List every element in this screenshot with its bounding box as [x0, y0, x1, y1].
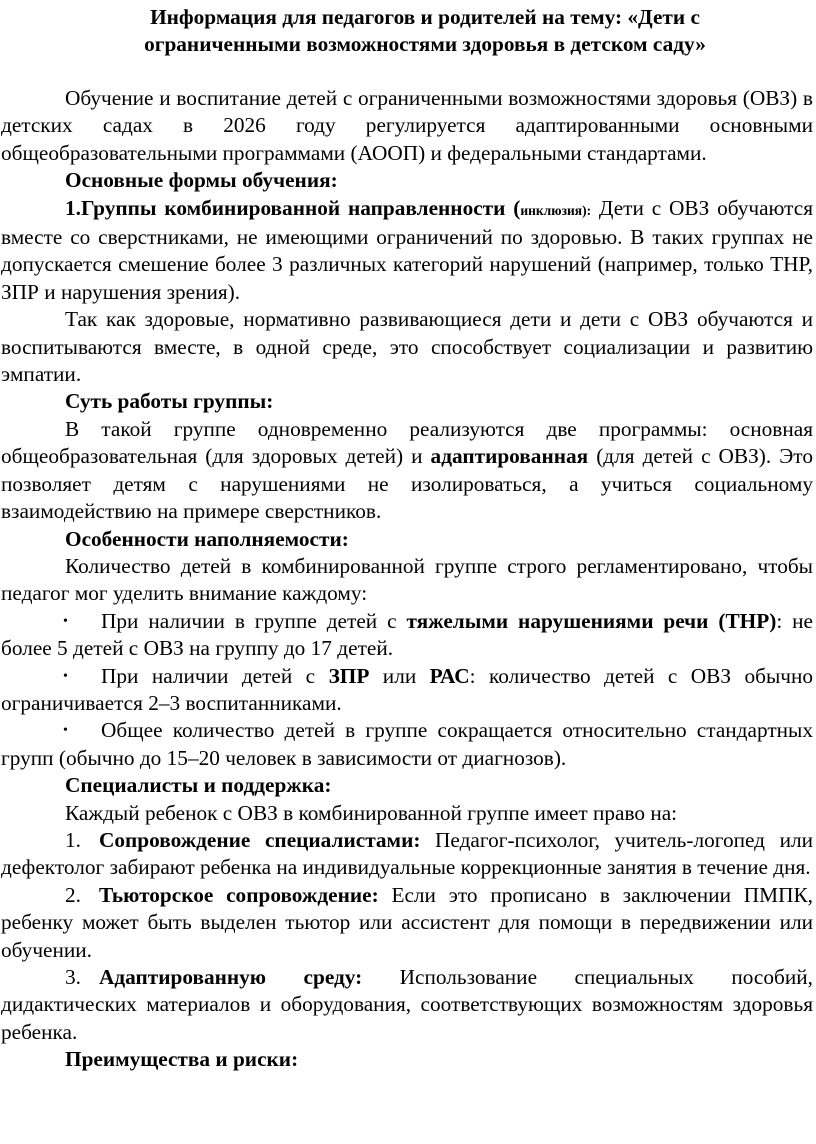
bullet-2-bold: ЗПР: [328, 663, 370, 688]
numbered-item-2: [0, 882, 816, 964]
group1-lead: 1.Группы комбинированной направленности (: [65, 195, 521, 220]
essence-paragraph: [0, 416, 816, 526]
bullet-2-mid: или: [369, 663, 430, 688]
group1-paragraph: [0, 195, 816, 307]
specialists-heading: Специалисты и поддержка:: [65, 773, 332, 798]
title-line-2: ограниченными возможностями здоровья в детском саду»: [144, 32, 706, 56]
bullet-2-bold2: РАС: [429, 663, 470, 688]
bullet-1-before: При наличии в группе детей с: [101, 608, 407, 633]
numbered-item-3-num: 3.: [65, 965, 81, 989]
title-line-1: Информация для педагогов и родителей на тему: «Дети с: [150, 5, 700, 29]
group1-text: Дети с ОВЗ обучаются вместе со сверстниками, не имеющими ограничений по здоровью. В таких группах не допускается смешение более 3 различных категорий нарушений (например, только ТНР, ЗПР и нарушения зрения).: [1, 195, 813, 304]
list-item: [0, 717, 816, 772]
occupancy-heading: Особенности наполняемости:: [65, 526, 349, 551]
essence-after: (для детей с ОВЗ). Это позволяет детям с нарушениями не изолироваться, а учиться социальному взаимодействию на примере сверстников.: [1, 444, 813, 524]
forms-heading: Основные формы обучения:: [65, 168, 338, 193]
bullet-icon: •: [63, 613, 68, 629]
occupancy-intro: Количество детей в комбинированной группе строго регламентировано, чтобы педагог мог уделить внимание каждому:: [1, 553, 813, 606]
numbered-item-1: [0, 827, 816, 882]
numbered-item-3-text: Использование специальных пособий, дидактических материалов и оборудования, соответствующих возможностям здоровья ребенка.: [1, 965, 813, 1044]
numbered-item-1-text: Педагог-психолог, учитель-логопед или дефектолог забирают ребенка на индивидуальные коррекционные занятия в течение дня.: [1, 827, 814, 880]
numbered-item-2-bold: Тьюторское сопровождение:: [98, 882, 379, 907]
bullet-1-after: : не более 5 детей с ОВЗ на группу до 17 детей.: [1, 608, 813, 661]
bullet-2-after: : количество детей с ОВЗ обычно ограничивается 2–3 воспитанниками.: [1, 663, 814, 715]
numbered-item-3: [0, 964, 816, 1046]
group1-lead-small: инклюзия):: [520, 202, 592, 218]
essence-heading: Суть работы группы:: [65, 389, 274, 414]
socialization-paragraph: Так как здоровые, нормативно развивающиеся дети и дети с ОВЗ обучаются и воспитываются вместе, в одной среде, это способствует социализации и развитию эмпатии.: [1, 307, 813, 387]
numbered-item-1-bold: Сопровождение специалистами:: [98, 827, 421, 852]
numbered-item-3-bold: Адаптированную среду:: [98, 965, 363, 989]
essence-before: В такой группе одновременно реализуются две программы: основная общеобразовательная (для здоровых детей) и: [1, 416, 813, 469]
bullet-1-bold: тяжелыми нарушениями речи (ТНР): [406, 608, 777, 633]
list-item: [0, 608, 816, 663]
bullet-icon: •: [63, 668, 68, 684]
bullet-3-text: Общее количество детей в группе сокращается относительно стандартных групп (обычно до 15–20 человек в зависимости от диагнозов).: [1, 718, 813, 770]
bullet-icon: •: [63, 723, 68, 739]
numbered-item-1-num: 1.: [65, 827, 81, 852]
numbered-item-2-num: 2.: [65, 882, 81, 907]
bullet-2-before: При наличии детей с: [101, 663, 329, 688]
list-item: [0, 663, 816, 718]
essence-bold: адаптированная: [430, 444, 589, 469]
intro-paragraph: Обучение и воспитание детей с ограниченными возможностями здоровья (ОВЗ) в детских садах в 2026 году регулируется адаптированными основными общеобразовательными программами (АООП) и федеральными стандартами.: [1, 86, 813, 165]
advantages-heading: Преимущества и риски:: [65, 1047, 299, 1072]
document-title: [0, 4, 816, 58]
specialists-intro: Каждый ребенок с ОВЗ в комбинированной группе имеет право на:: [65, 800, 678, 825]
numbered-item-2-text: Если это прописано в заключении ПМПК, ребенку может быть выделен тьютор или ассистент для помощи в передвижении или обучении.: [1, 882, 813, 962]
